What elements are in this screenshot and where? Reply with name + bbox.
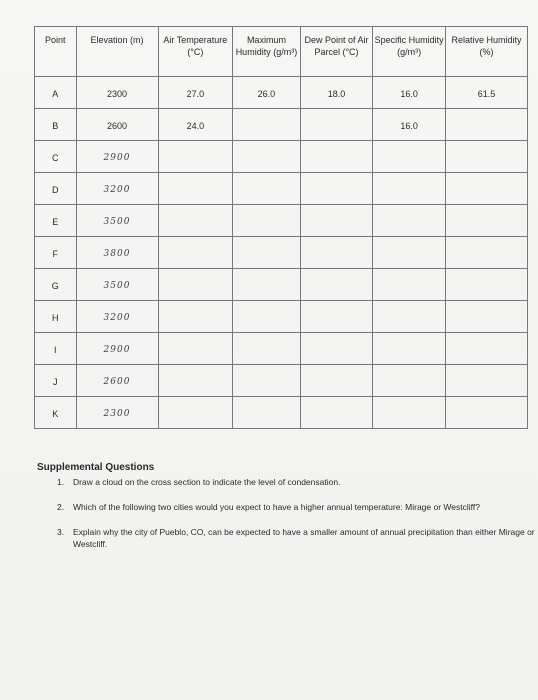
dew-point-cell: [300, 365, 373, 397]
question-number: 3.: [57, 527, 65, 537]
relative-humidity-cell: 61.5: [445, 77, 527, 109]
elevation-cell: 2600: [76, 109, 158, 141]
table-row: [35, 77, 528, 109]
specific-humidity-cell: [373, 365, 446, 397]
relative-humidity-cell: [445, 109, 527, 141]
header-maximum-humidity: Maximum Humidity (g/m³): [233, 27, 300, 77]
point-cell: H: [35, 301, 77, 333]
maximum-humidity-cell: 26.0: [233, 77, 300, 109]
dew-point-cell: 18.0: [300, 77, 373, 109]
specific-humidity-cell: [373, 301, 446, 333]
specific-humidity-cell: [373, 173, 446, 205]
point-cell: B: [35, 109, 77, 141]
question-2: [57, 501, 527, 513]
maximum-humidity-cell: [233, 141, 300, 173]
supplemental-questions: [37, 462, 537, 549]
table-header-row: [35, 27, 528, 77]
point-cell: I: [35, 333, 77, 365]
point-cell: E: [35, 205, 77, 237]
header-air-temperature: Air Temperature (°C): [158, 27, 233, 77]
specific-humidity-cell: [373, 237, 446, 269]
header-relative-humidity: Relative Humidity (%): [445, 27, 527, 77]
humidity-data-table: [34, 26, 528, 429]
relative-humidity-cell: [445, 365, 527, 397]
question-number: 2.: [57, 502, 65, 512]
air-temperature-cell: [158, 333, 233, 365]
relative-humidity-cell: [445, 269, 527, 301]
table-row: [35, 141, 528, 173]
air-temperature-cell: [158, 237, 233, 269]
table-row: [35, 205, 528, 237]
relative-humidity-cell: [445, 205, 527, 237]
specific-humidity-cell: 16.0: [373, 109, 446, 141]
specific-humidity-cell: [373, 205, 446, 237]
air-temperature-cell: [158, 269, 233, 301]
table-body: [35, 77, 528, 429]
specific-humidity-cell: 16.0: [373, 77, 446, 109]
specific-humidity-cell: [373, 333, 446, 365]
dew-point-cell: [300, 109, 373, 141]
point-cell: J: [35, 365, 77, 397]
air-temperature-cell: [158, 365, 233, 397]
table-row: [35, 365, 528, 397]
point-cell: C: [35, 141, 77, 173]
relative-humidity-cell: [445, 301, 527, 333]
question-number: 1.: [57, 477, 65, 487]
point-cell: F: [35, 237, 77, 269]
specific-humidity-cell: [373, 141, 446, 173]
specific-humidity-cell: [373, 397, 446, 429]
maximum-humidity-cell: [233, 333, 300, 365]
question-1: [57, 476, 527, 488]
relative-humidity-cell: [445, 173, 527, 205]
maximum-humidity-cell: [233, 269, 300, 301]
question-text: Draw a cloud on the cross section to indicate the level of condensation.: [73, 477, 341, 487]
table-row: [35, 333, 528, 365]
table-row: [35, 109, 528, 141]
dew-point-cell: [300, 205, 373, 237]
air-temperature-cell: [158, 301, 233, 333]
question-text: Which of the following two cities would you expect to have a higher annual temperature: Mirage or Westcliff?: [73, 502, 480, 512]
supplemental-title: Supplemental Questions: [37, 462, 155, 473]
table-row: [35, 237, 528, 269]
relative-humidity-cell: [445, 397, 527, 429]
elevation-cell: 3200: [76, 173, 158, 205]
air-temperature-cell: [158, 141, 233, 173]
relative-humidity-cell: [445, 333, 527, 365]
dew-point-cell: [300, 173, 373, 205]
maximum-humidity-cell: [233, 397, 300, 429]
maximum-humidity-cell: [233, 173, 300, 205]
elevation-cell: 3500: [76, 269, 158, 301]
maximum-humidity-cell: [233, 365, 300, 397]
air-temperature-cell: [158, 397, 233, 429]
dew-point-cell: [300, 397, 373, 429]
maximum-humidity-cell: [233, 109, 300, 141]
table-row: [35, 301, 528, 333]
dew-point-cell: [300, 301, 373, 333]
elevation-cell: 2300: [76, 77, 158, 109]
elevation-cell: 2300: [76, 397, 158, 429]
elevation-cell: 2600: [76, 365, 158, 397]
header-dew-point: Dew Point of Air Parcel (°C): [300, 27, 373, 77]
point-cell: G: [35, 269, 77, 301]
table-row: [35, 173, 528, 205]
header-elevation: Elevation (m): [76, 27, 158, 77]
question-text: Explain why the city of Pueblo, CO, can be expected to have a smaller amount of annual precipitation than either Mirage or Westcliff.: [73, 527, 535, 549]
relative-humidity-cell: [445, 237, 527, 269]
dew-point-cell: [300, 333, 373, 365]
air-temperature-cell: [158, 173, 233, 205]
point-cell: D: [35, 173, 77, 205]
dew-point-cell: [300, 141, 373, 173]
maximum-humidity-cell: [233, 205, 300, 237]
elevation-cell: 2900: [76, 333, 158, 365]
elevation-cell: 2900: [76, 141, 158, 173]
point-cell: K: [35, 397, 77, 429]
air-temperature-cell: [158, 205, 233, 237]
maximum-humidity-cell: [233, 301, 300, 333]
header-specific-humidity: Specific Humidity (g/m³): [373, 27, 446, 77]
header-point: Point: [35, 27, 77, 77]
relative-humidity-cell: [445, 141, 527, 173]
dew-point-cell: [300, 237, 373, 269]
dew-point-cell: [300, 269, 373, 301]
air-temperature-cell: 27.0: [158, 77, 233, 109]
maximum-humidity-cell: [233, 237, 300, 269]
table-row: [35, 397, 528, 429]
elevation-cell: 3200: [76, 301, 158, 333]
specific-humidity-cell: [373, 269, 446, 301]
question-3: [57, 526, 537, 550]
elevation-cell: 3500: [76, 205, 158, 237]
point-cell: A: [35, 77, 77, 109]
air-temperature-cell: 24.0: [158, 109, 233, 141]
elevation-cell: 3800: [76, 237, 158, 269]
table-row: [35, 269, 528, 301]
